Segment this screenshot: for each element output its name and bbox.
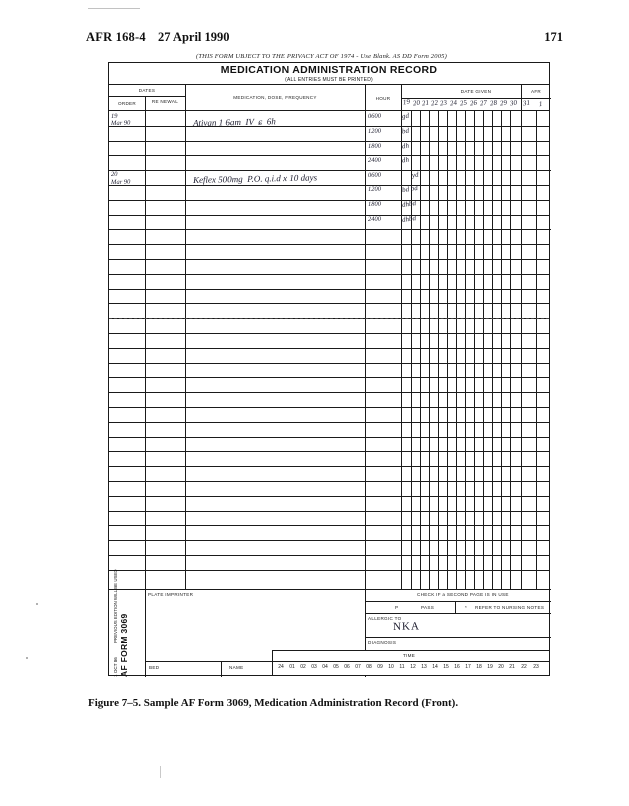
date-tick-28: 28 [489,98,498,108]
entry-2-hour-2: 1200 [367,185,382,193]
hour-tick: 17 [465,664,471,670]
date-tick-23: 23 [439,98,448,108]
time-scale-strip [272,650,550,676]
previous-edition-note: PREVIOUS EDITION WILL BE USED [113,569,118,643]
entry-1-initial-1: gd [401,111,410,121]
entry-1-order-date-line1: 19 [110,112,118,120]
hour-tick: 15 [443,664,449,670]
hour-tick: 19 [487,664,493,670]
hour-tick: 05 [333,664,339,670]
af-form-3069 [108,62,550,676]
date-tick-26: 26 [469,98,478,108]
entry-2-initial-2: bd bd [401,183,419,195]
asterisk-marker: * [465,605,468,610]
col-header-order: ORDER [117,101,137,106]
form-title: MEDICATION ADMINISTRATION RECORD [220,64,438,76]
hour-tick: 23 [533,664,539,670]
hour-tick: 11 [399,664,405,670]
entry-1-initial-2: bd [401,126,410,136]
hour-tick: 01 [289,664,295,670]
allergic-to-value: NKA [392,620,420,633]
form-date: 1 OCT 86 [113,657,118,677]
entry-1-hour-4: 2400 [367,156,382,164]
hour-tick: 07 [355,664,361,670]
entry-2-hour-1: 0600 [367,171,382,179]
date-tick-22: 22 [430,98,439,108]
date-tick-24: 24 [449,98,458,108]
form-id: AF FORM 3069 [119,613,129,677]
pass-label: PASS [421,605,435,610]
form-title-block [109,63,549,85]
hour-tick: 02 [300,664,306,670]
date-tick-25: 25 [459,98,468,108]
figure-caption: Figure 7–5. Sample AF Form 3069, Medication Administration Record (Front). [88,697,459,709]
form-number-sideways [119,613,129,677]
medication-grid [109,111,549,589]
hour-tick: 24 [278,664,284,670]
scan-artifact-top [88,8,140,9]
hour-tick: 13 [421,664,427,670]
scan-artifact-dot-left [36,603,38,605]
date-tick-30: 30 [509,98,518,108]
entry-1-hour-3: 1800 [367,142,382,150]
date-tick-1: 1 [538,99,544,109]
entry-2-hour-3: 1800 [367,200,382,208]
hour-tick: 22 [521,664,527,670]
hour-tick: 21 [509,664,515,670]
scan-artifact-bottom [160,766,161,778]
plate-imprinter-label: PLATE IMPRINTER [148,592,194,597]
second-page-check-label: CHECK IF a SECOND PAGE IS IN USE [417,592,509,597]
hour-tick: 12 [410,664,416,670]
hour-tick: 06 [344,664,350,670]
date-tick-27: 27 [479,98,488,108]
entry-1-medication: Ativan 1 6am IV ɕ 6h [192,116,276,128]
entry-1-order-date-line2: Mar 90 [110,119,131,127]
pass-p-label: P [395,605,399,610]
hour-tick: 08 [366,664,372,670]
entry-1-hour-2: 1200 [367,127,382,135]
col-header-hour: HOUR [375,96,391,101]
form-date-sideways [113,657,118,677]
entry-2-initial-3: dhbd [401,199,417,209]
hour-scale [273,651,549,675]
hour-tick: 14 [432,664,438,670]
perforation-line [109,318,549,319]
page-number: 171 [544,30,563,44]
allergic-to-label: ALLERGIC TO [368,616,402,621]
hour-tick: 04 [322,664,328,670]
date-tick-21: 21 [421,98,430,108]
time-label: TIME [403,653,416,658]
hour-tick: 18 [476,664,482,670]
date-tick-20: 20 [412,98,421,108]
col-header-renewal: RE NEWAL [151,99,179,104]
col-header-medication: MEDICATION, DOSE, FREQUENCY [233,95,317,100]
col-header-date-given: DATE GIVEN [460,89,492,94]
diagnosis-label: DIAGNOSIS [368,640,397,645]
entry-2-order-date-line2: Mar 90 [110,178,131,186]
hour-tick: 16 [454,664,460,670]
previous-edition-sideways [113,569,118,643]
privacy-act-notice: (THIS FORM UBJECT TO THE PRIVACY ACT OF 1974 - Use Blank. AS DD Form 2005) [196,53,447,60]
hour-tick: 09 [377,664,383,670]
hour-tick: 03 [311,664,317,670]
bed-label: BED [149,665,160,670]
entry-1-initial-3: dh [401,141,410,151]
date-tick-29: 29 [499,98,508,108]
entry-1-hour-1: 0600 [367,112,382,120]
hour-tick: 10 [388,664,394,670]
header-date: 27 April 1990 [158,30,230,44]
scan-artifact-dot-left2 [26,657,28,659]
date-tick-19: 19 [402,97,411,107]
entry-1-initial-4: dh [401,155,410,165]
hour-tick: 20 [498,664,504,670]
col-header-dates: DATES [138,88,156,93]
entry-2-initial-4: dhbd [401,214,417,224]
name-label: NAME [229,665,244,670]
form-subtitle: (ALL ENTRIES MUST BE PRINTED) [285,77,373,83]
running-header [0,30,629,48]
date-tick-31: 31 [522,98,531,108]
refer-to-nursing-notes-label: REFER TO NURSING NOTES [475,605,545,610]
entry-2-order-date-line1: 20 [110,170,118,178]
entry-2-hour-4: 2400 [367,215,382,223]
entry-2-medication: Keflex 500mg P.O. q.i.d x 10 days [192,172,318,185]
regulation-number: AFR 168-4 [86,30,146,44]
entry-2-initial-1: yd [411,170,420,180]
col-header-afr: AFR [530,89,542,94]
